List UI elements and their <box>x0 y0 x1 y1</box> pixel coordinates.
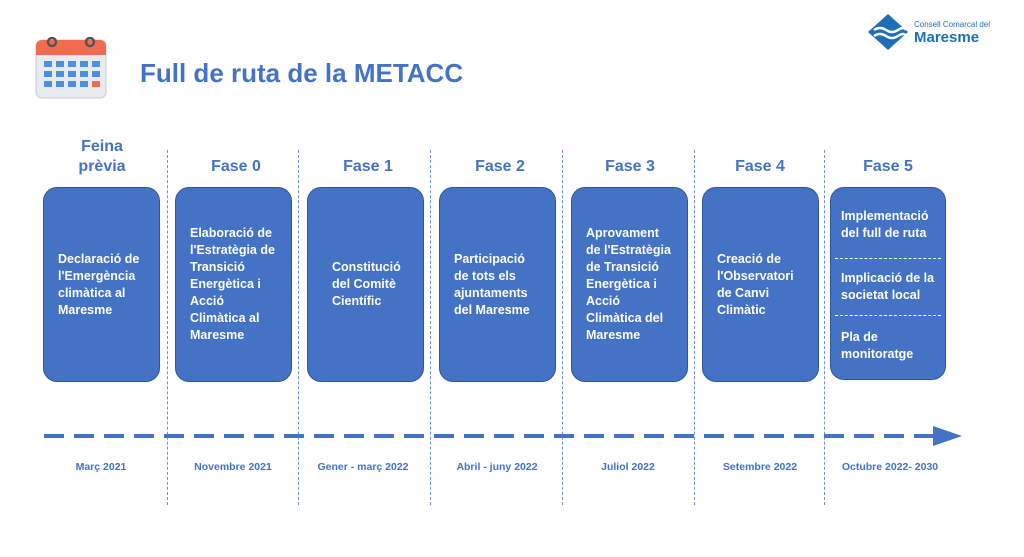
logo-small-text: Consell Comarcal del <box>914 20 991 29</box>
phase-date: Abril - juny 2022 <box>456 461 538 473</box>
calendar-icon <box>34 34 108 100</box>
phase-box-fase-2 <box>439 187 556 382</box>
phase-separator <box>430 150 431 505</box>
phase-header-fase-0: Fase 0 <box>211 158 261 175</box>
phase-separator <box>298 150 299 505</box>
phase-separator <box>167 150 168 505</box>
phase-box-fase-3 <box>571 187 688 382</box>
page-title: Full de ruta de la METACC <box>140 58 464 88</box>
phase-box-text: Declaració de l'Emergència climàtica al Maresme <box>58 251 140 317</box>
phase-5-divider <box>835 315 941 316</box>
phase-date: Setembre 2022 <box>722 461 798 473</box>
phase-date: Gener - març 2022 <box>317 461 409 473</box>
timeline-arrow <box>40 426 965 446</box>
phase-header-line: Feina <box>81 138 123 155</box>
phase-date: Juliol 2022 <box>601 461 655 473</box>
phase-header-fase-5: Fase 5 <box>863 158 913 175</box>
phase-separator <box>562 150 563 505</box>
phase-separator <box>824 150 825 505</box>
phase-box-fase-4 <box>702 187 819 382</box>
phase-date: Març 2021 <box>75 461 127 473</box>
phase-header-fase-4: Fase 4 <box>735 158 785 175</box>
phase-5-item-implementacio: Implementació del full de ruta <box>841 209 929 240</box>
phase-box-text: Elaboració de l'Estratègia de Transició Energètica i Acció Climàtica al Maresme <box>190 226 275 342</box>
phase-box-text: Participació de tots els ajuntaments del Maresme <box>454 251 530 317</box>
phase-5-divider <box>835 258 941 259</box>
logo <box>866 12 996 54</box>
phase-box-feina-previa <box>43 187 160 382</box>
phase-header-fase-3: Fase 3 <box>605 158 655 175</box>
phase-date: Octubre 2022- 2030 <box>841 461 939 473</box>
phase-header-line: prèvia <box>78 158 126 175</box>
phase-header-fase-2: Fase 2 <box>475 158 525 175</box>
logo-big-text: Maresme <box>914 29 980 46</box>
phase-box-text: Constitució del Comitè Científic <box>332 260 401 308</box>
phase-header-feina-previa <box>32 137 172 177</box>
phase-box-fase-0 <box>175 187 292 382</box>
phase-5-item-implicacio: Implicació de la societat local <box>841 271 935 302</box>
phase-5-item-monitoratge: Pla de monitoratge <box>841 330 914 361</box>
phase-header-fase-1: Fase 1 <box>343 158 393 175</box>
logo-emblem-icon <box>866 12 910 52</box>
phase-separator <box>694 150 695 505</box>
phase-box-fase-1 <box>307 187 424 382</box>
phase-box-fase-5 <box>830 187 946 380</box>
phase-date: Novembre 2021 <box>194 461 272 473</box>
phase-box-text: Aprovament de l'Estratègia de Transició Energètica i Acció Climàtica del Maresme <box>586 226 671 342</box>
phase-box-text: Creació de l'Observatori de Canvi Climàtic <box>717 251 794 317</box>
